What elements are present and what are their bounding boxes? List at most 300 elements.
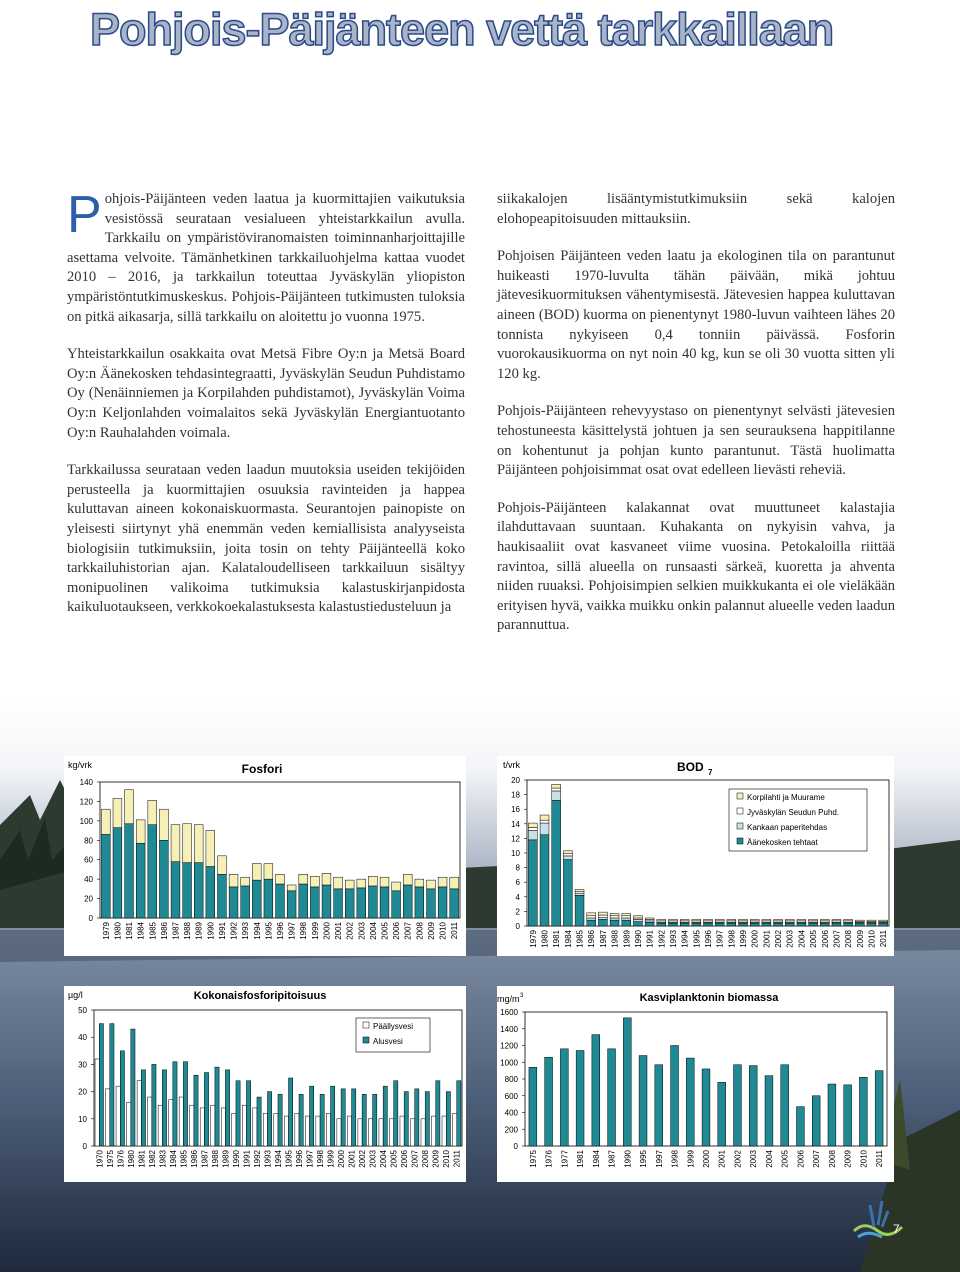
x-tick-label: 2010	[867, 930, 877, 948]
x-tick-label: 1980	[113, 922, 123, 940]
bar	[110, 1024, 114, 1146]
bar-segment	[287, 885, 296, 891]
y-tick-label: 140	[79, 778, 93, 787]
chart-title-subscript: 7	[708, 768, 713, 777]
phytoplankton-biomass-chart	[497, 986, 894, 1182]
bar-segment	[809, 919, 818, 920]
bar	[383, 1086, 387, 1146]
legend-swatch	[363, 1022, 369, 1028]
bar-segment	[276, 874, 285, 884]
bar-segment	[427, 880, 436, 889]
bar-segment	[867, 923, 876, 926]
y-tick-label: 100	[79, 816, 93, 826]
bar	[236, 1081, 240, 1146]
bar-segment	[241, 877, 250, 886]
bar	[331, 1086, 335, 1146]
bar	[362, 1094, 366, 1146]
bar	[190, 1105, 194, 1146]
bar-segment	[310, 876, 319, 887]
x-tick-label: 1989	[221, 1150, 231, 1168]
legend-label: Korpilahti ja Muurame	[747, 793, 825, 802]
x-tick-label: 1991	[645, 930, 655, 948]
x-tick-label: 2010	[859, 1150, 869, 1168]
x-tick-label: 1992	[657, 930, 667, 948]
x-tick-label: 1994	[252, 922, 262, 940]
x-tick-label: 2008	[844, 930, 854, 948]
bar-segment	[669, 919, 678, 920]
bar-segment	[229, 874, 238, 887]
bar	[225, 1070, 229, 1146]
paragraph: Tarkkailussa seurataan veden laadun muutoksia useiden tekijöiden perusteella ja kuormittajien osuuksia ravinteiden ja happea kuluttavan aineen kokonaiskuormasta. Seurantojen painopiste on yleisesti siirtynyt yhä enemmän veden kemiallisista analyyseista biologisiin tutkimuksiin, joita tosin on tehty Päijänteellä koko tarkkailuhistorian ajan. Kalataloudelliseen tarkkailuun sisältyy monipuolinen valikoima tutkimuksia kalastuskirjanpidosta kaikuluotaukseen, verkkokoekalastuksesta kalastustiedusteluun ja	[67, 462, 465, 616]
bar	[432, 1116, 436, 1146]
bar-segment	[450, 889, 459, 918]
bod-load-chart	[497, 756, 894, 956]
y-axis-unit: µg/l	[68, 990, 83, 1000]
bar-segment	[575, 895, 584, 926]
bar-segment	[148, 800, 157, 824]
bar-segment	[125, 824, 134, 918]
bar	[316, 1116, 320, 1146]
x-tick-label: 2006	[820, 930, 830, 948]
bar	[623, 1018, 631, 1146]
x-tick-label: 2005	[780, 1150, 790, 1168]
x-tick-label: 1989	[194, 922, 204, 940]
x-tick-label: 1985	[575, 930, 585, 948]
dropcap: P	[67, 186, 102, 244]
bar-segment	[785, 923, 794, 926]
y-tick-label: 8	[515, 863, 520, 873]
bar-segment	[334, 889, 343, 918]
bar-segment	[241, 886, 250, 918]
x-tick-label: 1998	[727, 930, 737, 948]
bar	[718, 1082, 726, 1146]
bar	[352, 1089, 356, 1146]
bar-segment	[528, 840, 537, 926]
bar	[106, 1089, 110, 1146]
bar	[341, 1089, 345, 1146]
bar	[204, 1073, 208, 1146]
bar-segment	[575, 893, 584, 895]
x-tick-label: 2007	[410, 1150, 420, 1168]
x-tick-label: 2008	[421, 1150, 431, 1168]
bar	[232, 1113, 236, 1146]
bar-segment	[633, 919, 642, 921]
bar-segment	[218, 874, 227, 918]
y-tick-label: 30	[78, 1060, 87, 1070]
bar	[95, 1059, 99, 1146]
bar	[253, 1108, 257, 1146]
chart-title: Kokonaisfosforipitoisuus	[193, 990, 327, 1002]
bar	[183, 1062, 187, 1146]
bar-segment	[622, 916, 631, 918]
x-tick-label: 1988	[183, 922, 193, 940]
bar-segment	[113, 799, 122, 828]
legend-swatch	[737, 823, 743, 829]
bar	[246, 1081, 250, 1146]
y-tick-label: 10	[511, 849, 520, 858]
bar	[267, 1092, 271, 1146]
bar	[828, 1084, 836, 1146]
x-tick-label: 1996	[704, 930, 713, 948]
bar-segment	[252, 864, 261, 881]
bar-segment	[587, 913, 596, 916]
x-tick-label: 1998	[316, 1150, 326, 1168]
bar	[749, 1066, 757, 1146]
x-tick-label: 1981	[137, 1150, 147, 1168]
bar	[284, 1116, 288, 1146]
bar-segment	[610, 914, 619, 916]
bar-segment	[322, 885, 331, 918]
x-tick-label: 1990	[623, 1150, 633, 1168]
bar-segment	[704, 923, 713, 926]
bar-segment	[101, 809, 110, 834]
bar-segment	[727, 919, 736, 920]
bar	[242, 1105, 246, 1146]
bar	[162, 1070, 166, 1146]
bar-segment	[171, 825, 180, 862]
bar-segment	[552, 800, 561, 926]
bar	[257, 1097, 261, 1146]
total-phosphorus-chart	[64, 986, 466, 1182]
y-tick-label: 20	[78, 1087, 87, 1097]
chart-title: Kasviplanktonin biomassa	[639, 992, 779, 1004]
bar-segment	[622, 918, 631, 920]
bar	[404, 1092, 408, 1146]
bar	[797, 1107, 805, 1146]
bar	[194, 1075, 198, 1146]
bar-segment	[136, 843, 145, 918]
bar	[446, 1092, 450, 1146]
paragraph: Pohjois-Päijänteen rehevyystaso on pienentynyt selvästi jätevesien tehostuneesta käsittelystä johtuen ja sen seurauksena happitilanne on kohentunut ja pohjan kunto parantunut. Tästä huolimatta Päijänteen pohjoisimmat osat ovat edelleen lievästi reheviä.	[497, 403, 895, 479]
bar	[812, 1096, 820, 1146]
page-number: 7	[893, 1222, 900, 1236]
bar-segment	[750, 923, 759, 926]
paragraph: Pohjois-Päijänteen kalakannat ovat muuttuneet kalastajia ilahduttavaan suuntaan. Kuhakanta on nykyisin vahva, ja haukisaaliit ovat kasvaneet viime vuosina. Petokaloilla riittää ravintoa, sillä alueella on runsaasti särkeä, kuoretta ja ahventa niiden ruuaksi. Pohjoisimpien selkien muikkukanta ei ole vieläkään erityisen hyvä, vaikka muikku onkin palannut alueelle veden laadun parannuttua.	[497, 499, 895, 634]
y-tick-label: 50	[78, 1006, 87, 1015]
bar-segment	[136, 820, 145, 843]
y-tick-label: 2	[515, 907, 520, 917]
x-tick-label: 2004	[379, 1150, 389, 1168]
x-tick-label: 2007	[812, 1150, 822, 1168]
x-tick-label: 2009	[426, 922, 436, 940]
x-tick-label: 2003	[368, 1150, 378, 1168]
bar-segment	[797, 923, 806, 926]
y-axis-unit-superscript: 3	[520, 993, 524, 999]
x-tick-label: 2008	[827, 1150, 837, 1168]
bar-segment	[427, 889, 436, 918]
x-tick-label: 2002	[774, 930, 784, 948]
x-tick-label: 2001	[717, 1150, 727, 1168]
bar	[274, 1113, 278, 1146]
paragraph: Pohjoisen Päijänteen veden laatu ja ekologinen tila on parantunut huikeasti 1970-luvulta tähän päivään, mikä johtuu jätevesikuormituksen vähentymisestä. Jätevesien happea kuluttavan aineen (BOD) kuorma on pienentynyt 1980-luvun vaihteen lähes 20 tonnista nykyiseen 0,4 tonniin päivässä. Fosforin vuorokausikuorma on nyt noin 40 kg, kun se oli 30 vuotta sitten yli 120 kg.	[497, 248, 895, 382]
bar-segment	[563, 851, 572, 854]
x-tick-label: 1986	[159, 922, 169, 940]
x-tick-label: 2005	[389, 1150, 399, 1168]
x-tick-label: 2004	[368, 922, 378, 940]
bar-segment	[645, 918, 654, 919]
x-tick-label: 1979	[101, 922, 111, 940]
x-tick-label: 2006	[400, 1150, 410, 1168]
bar-segment	[528, 827, 537, 830]
y-tick-label: 40	[84, 875, 93, 885]
y-axis-unit: t/vrk	[503, 760, 520, 770]
y-tick-label: 14	[511, 819, 520, 829]
bar-segment	[334, 877, 343, 889]
bar-segment	[322, 873, 331, 885]
bar	[379, 1119, 383, 1146]
x-tick-label: 2009	[843, 1150, 853, 1168]
bar-segment	[415, 887, 424, 918]
x-tick-label: 1986	[587, 930, 597, 948]
intro-text: ohjois-Päijänteen veden laatua ja kuormittajien vaikutuksia vesistössä seurataan vesialueen yhteistarkkailun avulla. Tarkkailu on ympäristöviranomaisten toiminnanharjoittajille asettama velvoite. Tämänhetkinen tarkkailuohjelma kattaa vuodet 2010 – 2016, ja tarkkailun toteuttaa Jyväskylän yliopiston ympäristöntutkimuskeskus. Pohjois-Päijänteen tutkimusten tuloksia on pitkä aikasarja, sillä tarkkailu on aloitettu jo vuonna 1975.	[67, 191, 465, 325]
bar	[875, 1071, 883, 1146]
bar-segment	[879, 923, 888, 926]
bar	[844, 1085, 852, 1146]
bar-segment	[715, 923, 724, 926]
bar-segment	[552, 788, 561, 791]
legend-label: Äänekosken tehtaat	[747, 838, 818, 847]
bar-segment	[264, 864, 273, 880]
x-tick-label: 1970	[95, 1150, 105, 1168]
bar	[169, 1100, 173, 1146]
bar-segment	[563, 856, 572, 860]
y-tick-label: 12	[511, 834, 520, 844]
x-tick-label: 2011	[875, 1150, 885, 1168]
bar-segment	[403, 885, 412, 918]
bar-segment	[867, 920, 876, 921]
y-tick-label: 0	[88, 914, 93, 923]
bar-segment	[528, 830, 537, 839]
y-tick-label: 1600	[500, 1008, 518, 1017]
bar	[141, 1070, 145, 1146]
bar	[131, 1029, 135, 1146]
bar-segment	[610, 920, 619, 926]
x-tick-label: 1985	[148, 922, 158, 940]
x-tick-label: 1990	[231, 1150, 241, 1168]
x-tick-label: 2011	[450, 922, 460, 940]
paragraph: Yhteistarkkailun osakkaita ovat Metsä Fibre Oy:n ja Metsä Board Oy:n Äänekosken tehdasintegraatti, Jyväskylän Seudun Puhdistamo Oy (Nenäinniemen ja Korpilahden puhdistamot), Jyväskylän Voima Oy:n Keljonlahden voimalaitos sekä Jyväskylän Energiantuotanto Oy:n Rauhalahden voimala.	[67, 346, 465, 441]
x-tick-label: 1975	[105, 1150, 115, 1168]
legend-swatch	[737, 808, 743, 814]
bar-segment	[610, 916, 619, 918]
bar-segment	[622, 920, 631, 926]
legend-swatch	[363, 1037, 369, 1043]
bar	[137, 1081, 141, 1146]
x-tick-label: 1995	[284, 1150, 294, 1168]
text-column-right	[497, 190, 895, 654]
y-axis-unit: kg/vrk	[68, 760, 93, 770]
legend-label: Jyväskylän Seudun Puhd.	[747, 808, 840, 817]
bar-segment	[820, 923, 829, 926]
bar	[347, 1116, 351, 1146]
bar-segment	[797, 919, 806, 920]
bar-segment	[575, 890, 584, 892]
x-tick-label: 2001	[334, 922, 344, 940]
y-tick-label: 1000	[500, 1058, 518, 1068]
bar	[278, 1094, 282, 1146]
x-tick-label: 2005	[809, 930, 819, 948]
phosphorus-load-chart	[64, 756, 466, 956]
bar	[116, 1086, 120, 1146]
bar	[639, 1056, 647, 1146]
bar-segment	[563, 860, 572, 926]
y-tick-label: 10	[78, 1114, 87, 1124]
bar	[608, 1049, 616, 1146]
x-tick-label: 1994	[680, 930, 690, 948]
y-axis-unit: mg/m	[497, 994, 520, 1004]
bar-segment	[633, 916, 642, 918]
bar	[781, 1065, 789, 1146]
x-tick-label: 2010	[442, 1150, 452, 1168]
bar	[529, 1067, 537, 1146]
x-tick-label: 1984	[563, 930, 573, 948]
bar-segment	[345, 889, 354, 918]
bar-segment	[276, 884, 285, 918]
bar-segment	[832, 919, 841, 920]
bar-segment	[540, 835, 549, 926]
bar-segment	[762, 919, 771, 920]
bar-segment	[598, 915, 607, 917]
x-tick-label: 1980	[126, 1150, 136, 1168]
bar	[425, 1092, 429, 1146]
x-tick-label: 1981	[576, 1150, 586, 1168]
bar-segment	[252, 880, 261, 918]
bar	[421, 1119, 425, 1146]
x-tick-label: 1984	[136, 922, 146, 940]
x-tick-label: 2002	[733, 1150, 743, 1168]
bar-segment	[855, 920, 864, 921]
x-tick-label: 1990	[206, 922, 216, 940]
total-phosphorus-chart-svg	[64, 986, 466, 1182]
x-tick-label: 1984	[168, 1150, 178, 1168]
bar-segment	[287, 891, 296, 918]
y-tick-label: 0	[82, 1142, 87, 1151]
x-tick-label: 2000	[750, 930, 760, 948]
legend-swatch	[737, 838, 743, 844]
x-tick-label: 1999	[739, 930, 749, 948]
bar-segment	[438, 887, 447, 918]
bar-segment	[368, 886, 377, 918]
x-tick-label: 1994	[274, 1150, 283, 1168]
x-tick-label: 2004	[764, 1150, 774, 1168]
bar-segment	[785, 919, 794, 920]
x-tick-label: 1988	[210, 1150, 220, 1168]
x-tick-label: 1997	[305, 1150, 315, 1168]
bar	[655, 1065, 663, 1146]
x-tick-label: 1980	[540, 930, 550, 948]
bar	[545, 1057, 553, 1146]
bar	[221, 1108, 225, 1146]
bar-segment	[563, 854, 572, 856]
x-tick-label: 1998	[670, 1150, 680, 1168]
x-tick-label: 2001	[762, 930, 772, 948]
y-tick-label: 0	[515, 922, 520, 931]
x-tick-label: 2011	[879, 930, 889, 948]
bar	[211, 1105, 215, 1146]
bar-segment	[540, 823, 549, 835]
bar	[436, 1081, 440, 1146]
x-tick-label: 1993	[241, 922, 251, 940]
bar	[457, 1081, 461, 1146]
y-tick-label: 800	[504, 1075, 518, 1084]
x-tick-label: 1992	[252, 1150, 262, 1168]
x-tick-label: 2002	[358, 1150, 368, 1168]
bar-segment	[206, 867, 215, 918]
bar-segment	[739, 923, 748, 926]
page-title: Pohjois-Päijänteen vettä tarkkaillaan	[90, 4, 834, 55]
x-tick-label: 1989	[622, 930, 632, 948]
bar	[368, 1119, 372, 1146]
bar-segment	[622, 914, 631, 916]
x-tick-label: 1995	[692, 930, 702, 948]
bar	[671, 1046, 679, 1147]
bar-segment	[206, 831, 215, 867]
bar-segment	[669, 923, 678, 926]
bar-segment	[125, 790, 134, 824]
x-tick-label: 1987	[200, 1150, 210, 1168]
bar	[326, 1113, 330, 1146]
bar-segment	[704, 919, 713, 920]
bar-segment	[552, 791, 561, 800]
x-tick-label: 1987	[171, 922, 181, 940]
x-tick-label: 1979	[528, 930, 538, 948]
x-tick-label: 2011	[452, 1150, 462, 1168]
bar	[305, 1116, 309, 1146]
x-tick-label: 1987	[598, 930, 608, 948]
x-tick-label: 2004	[797, 930, 807, 948]
x-tick-label: 1981	[125, 922, 135, 940]
bar	[702, 1069, 710, 1146]
bar	[173, 1062, 177, 1146]
bar-segment	[680, 919, 689, 920]
x-tick-label: 1976	[116, 1150, 126, 1168]
x-tick-label: 1998	[299, 922, 309, 940]
bar-segment	[415, 879, 424, 887]
bar-segment	[727, 923, 736, 926]
x-tick-label: 1999	[310, 922, 320, 940]
bar	[389, 1119, 393, 1146]
bar-segment	[357, 879, 366, 888]
bar	[410, 1119, 414, 1146]
bar	[148, 1097, 152, 1146]
bar-segment	[657, 919, 666, 920]
y-tick-label: 6	[515, 878, 520, 888]
x-tick-label: 2009	[855, 930, 865, 948]
bar-segment	[159, 840, 168, 918]
bar-segment	[692, 923, 701, 926]
bar	[859, 1077, 867, 1146]
x-tick-label: 1997	[715, 930, 725, 948]
bar-segment	[368, 876, 377, 886]
bar-segment	[774, 923, 783, 926]
x-tick-label: 2002	[345, 922, 355, 940]
bar-segment	[101, 834, 110, 918]
bar	[765, 1076, 773, 1146]
bar-segment	[844, 919, 853, 920]
x-tick-label: 2007	[832, 930, 842, 948]
x-tick-label: 1993	[263, 1150, 273, 1168]
legend-label: Alusvesi	[373, 1037, 403, 1046]
bar-segment	[820, 919, 829, 920]
bar-segment	[299, 884, 308, 918]
x-tick-label: 1981	[552, 930, 562, 948]
bar	[215, 1067, 219, 1146]
bar-segment	[762, 923, 771, 926]
bar-segment	[809, 923, 818, 926]
bar	[200, 1108, 204, 1146]
x-tick-label: 1984	[591, 1150, 601, 1168]
x-tick-label: 2005	[380, 922, 390, 940]
